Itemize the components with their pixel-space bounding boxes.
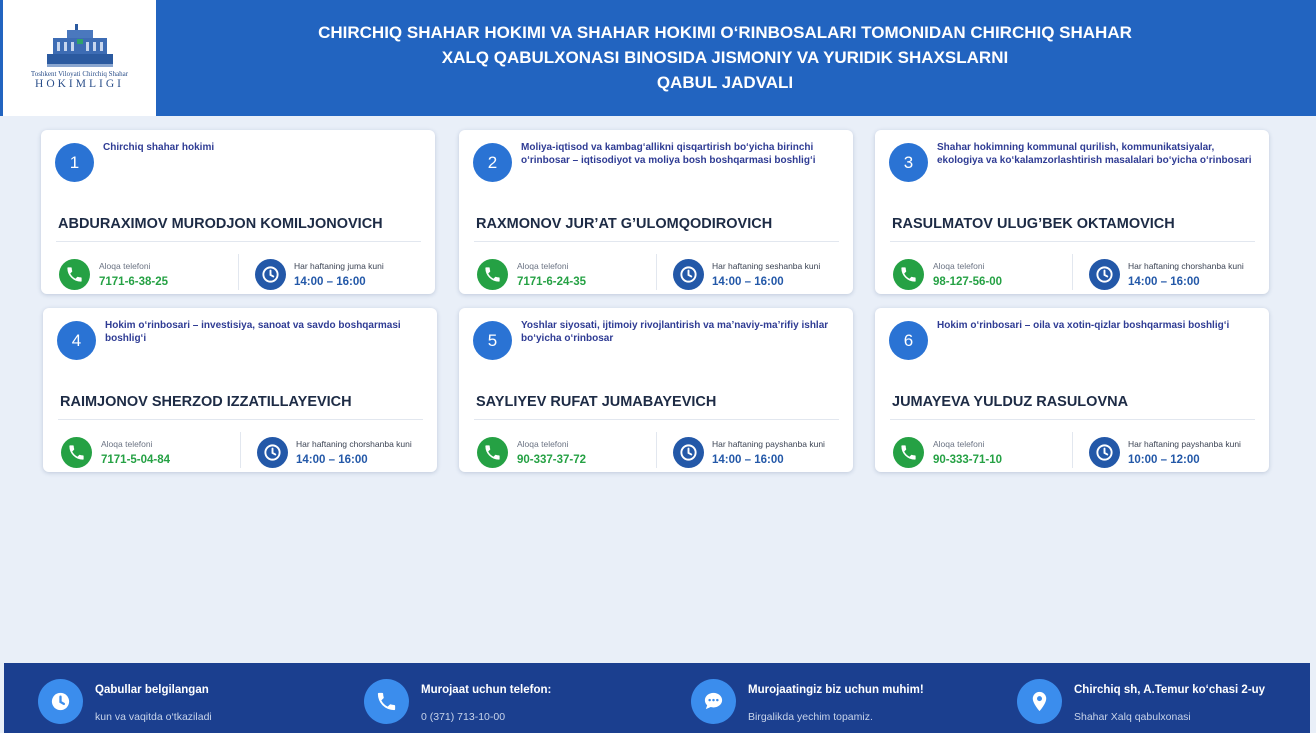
phone-label: Aloqa telefoni [933, 439, 985, 449]
phone-icon [477, 259, 508, 290]
chat-icon [691, 679, 736, 724]
page-title [170, 20, 1280, 95]
divider [656, 432, 657, 468]
official-card [459, 308, 853, 472]
official-name: JUMAYEVA YULDUZ RASULOVNA [892, 394, 1129, 410]
footer-subtitle: Birgalikda yechim topamiz. [748, 711, 873, 723]
phone-number[interactable]: 98-127-56-00 [933, 276, 1003, 288]
title-line-2: XALQ QABULXONASI BINOSIDA JISMONIY VA YURIDIK SHAXSLARNI [441, 48, 1009, 67]
footer-subtitle: kun va vaqitda o‘tkaziladi [95, 711, 212, 723]
footer-bar [4, 663, 1310, 733]
number-badge: 2 [473, 143, 512, 182]
reception-time: 14:00 – 16:00 [712, 454, 784, 466]
phone-number[interactable]: 7171-6-24-35 [517, 276, 587, 288]
footer-item-schedule [38, 663, 338, 733]
number-badge: 5 [473, 321, 512, 360]
phone-icon [364, 679, 409, 724]
logo [3, 0, 156, 116]
divider [238, 254, 239, 290]
phone-label: Aloqa telefoni [517, 439, 569, 449]
reception-day: Har haftaning chorshanba kuni [1128, 261, 1244, 271]
title-line-1: CHIRCHIQ SHAHAR HOKIMI VA SHAHAR HOKIMI O‘RINBOSALARI TOMONIDAN CHIRCHIQ SHAHAR [318, 23, 1132, 42]
official-role: Chirchiq shahar hokimi [103, 142, 215, 153]
clock-icon [673, 437, 704, 468]
phone-number[interactable]: 90-333-71-10 [933, 454, 1003, 466]
footer-item-phone [364, 663, 664, 733]
official-name: RAIMJONOV SHERZOD IZZATILLAYEVICH [60, 394, 352, 410]
clock-icon [257, 437, 288, 468]
clock-icon [255, 259, 286, 290]
clock-icon [1089, 259, 1120, 290]
official-name: ABDURAXIMOV MURODJON KOMILJONOVICH [58, 216, 383, 232]
official-card [875, 308, 1269, 472]
official-role: Hokim o‘rinbosari – oila va xotin-qizlar boshqarmasi boshlig‘i [937, 320, 1230, 331]
reception-time: 14:00 – 16:00 [1128, 276, 1200, 288]
logo-title: HOKIMLIGI [35, 78, 124, 90]
footer-title: Murojaat uchun telefon: [421, 684, 552, 696]
number-badge: 1 [55, 143, 94, 182]
divider [890, 419, 1255, 420]
clock-icon [38, 679, 83, 724]
building-icon [47, 24, 113, 68]
official-card [875, 130, 1269, 294]
divider [240, 432, 241, 468]
footer-item-address [1017, 663, 1307, 733]
official-role: Moliya-iqtisod va kambag‘allikni qisqartirish bo‘yicha birinchi o‘rinbosar – iqtisodiyot va moliya bosh boshqarmasi boshlig‘i [521, 142, 816, 166]
official-role: Hokim o‘rinbosari – investisiya, sanoat va savdo boshqarmasi boshlig‘i [105, 320, 401, 344]
footer-title: Qabullar belgilangan [95, 684, 209, 696]
reception-day: Har haftaning chorshanba kuni [296, 439, 412, 449]
divider [1072, 432, 1073, 468]
footer-address: Chirchiq sh, A.Temur ko‘chasi 2-uy [1074, 684, 1266, 696]
divider [1072, 254, 1073, 290]
official-card [41, 130, 435, 294]
phone-icon [893, 259, 924, 290]
reception-time: 14:00 – 16:00 [712, 276, 784, 288]
reception-day: Har haftaning juma kuni [294, 261, 384, 271]
footer-phone-number[interactable]: 0 (371) 713-10-00 [421, 711, 506, 723]
reception-day: Har haftaning payshanba kuni [1128, 439, 1241, 449]
title-line-3: QABUL JADVALI [656, 73, 794, 92]
divider [890, 241, 1255, 242]
logo-caption: Toshkent Viloyati Chirchiq Shahar [30, 70, 129, 78]
reception-day: Har haftaning payshanba kuni [712, 439, 825, 449]
clock-icon [673, 259, 704, 290]
divider [656, 254, 657, 290]
official-card [459, 130, 853, 294]
reception-time: 10:00 – 12:00 [1128, 454, 1200, 466]
phone-icon [59, 259, 90, 290]
number-badge: 3 [889, 143, 928, 182]
header-banner [0, 0, 1316, 116]
location-pin-icon [1017, 679, 1062, 724]
phone-number[interactable]: 90-337-37-72 [517, 454, 587, 466]
divider [474, 241, 839, 242]
reception-time: 14:00 – 16:00 [294, 276, 366, 288]
phone-number[interactable]: 7171-5-04-84 [101, 454, 171, 466]
number-badge: 6 [889, 321, 928, 360]
phone-label: Aloqa telefoni [933, 261, 985, 271]
reception-day: Har haftaning seshanba kuni [712, 261, 821, 271]
footer-subtitle: Shahar Xalq qabulxonasi [1074, 711, 1191, 723]
clock-icon [1089, 437, 1120, 468]
phone-label: Aloqa telefoni [517, 261, 569, 271]
reception-time: 14:00 – 16:00 [296, 454, 368, 466]
phone-label: Aloqa telefoni [101, 439, 153, 449]
divider [58, 419, 423, 420]
official-name: RASULMATOV ULUG’BEK OKTAMOVICH [892, 216, 1175, 232]
official-role: Yoshlar siyosati, ijtimoiy rivojlantirish va ma’naviy-ma’rifiy ishlar bo‘yicha o‘rinbosar [521, 320, 829, 344]
official-name: RAXMONOV JUR’AT G’ULOMQODIROVICH [476, 216, 773, 232]
divider [474, 419, 839, 420]
footer-item-feedback [691, 663, 991, 733]
phone-icon [477, 437, 508, 468]
number-badge: 4 [57, 321, 96, 360]
divider [56, 241, 421, 242]
official-name: SAYLIYEV RUFAT JUMABAYEVICH [476, 394, 717, 410]
phone-label: Aloqa telefoni [99, 261, 151, 271]
footer-title: Murojaatingiz biz uchun muhim! [748, 684, 924, 696]
phone-number[interactable]: 7171-6-38-25 [99, 276, 169, 288]
phone-icon [61, 437, 92, 468]
official-role: Shahar hokimning kommunal qurilish, kommunikatsiyalar, ekologiya va ko‘kalamzorlashtirish masalalari bo‘yicha o‘rinbosari [937, 142, 1252, 166]
phone-icon [893, 437, 924, 468]
official-card [43, 308, 437, 472]
